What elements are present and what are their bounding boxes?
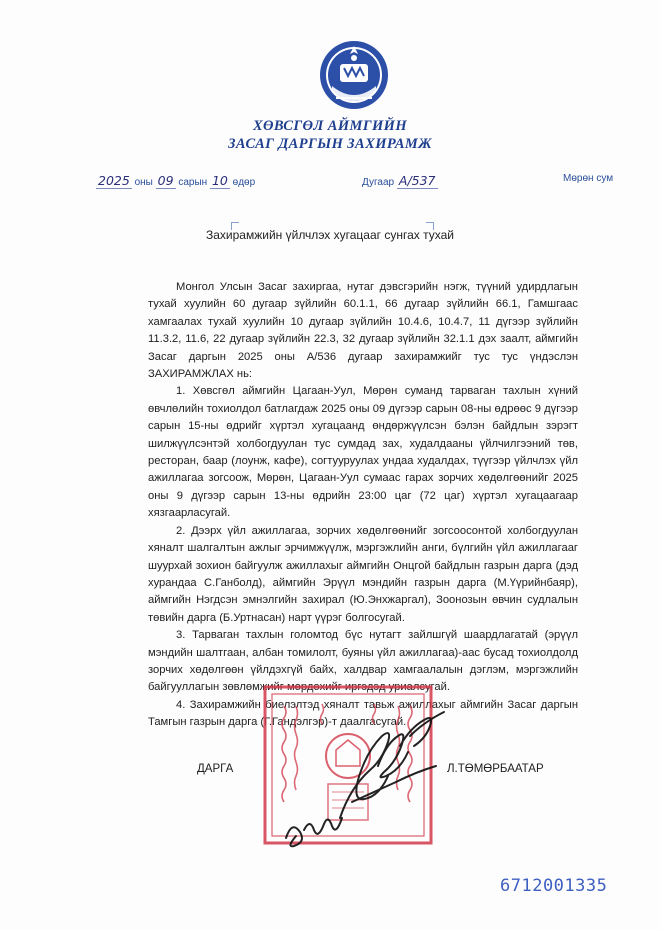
body-paragraph-1: 1. Хөвсгөл аймгийн Цагаан-Уул, Мөрөн суманд тарваган тахлын хүний өвчлөлийн тохиолдол батлагдаж 2025 оны 09 дүгээр сарын 08-ны өдрөөс 9 дүгээр сарын 15-ны өдрийг хүртэл хугацаанд өндөржүүлсэн бэлэн байдлын зэрэгт шилжүүлсэнтэй холбогдуулан тус сумдад зах, худалдааны үйлчилгээний төв, ресторан, баар (лоунж, кафе), согтууруулах ундаа худалдах, түүгээр үйлчлэх үйл ажиллагаа зогсоож, Мөрөн, Цагаан-Уул сумаас гарах зорчих хөдөлгөөнийг 2025 оны 9 дүгээр сарын 13-ны өдрийн 23:00 цаг (72 цаг) хүртэл хугацаагаар хязгаарласугай.: [148, 385, 578, 520]
number-value: А/537: [398, 173, 436, 188]
document-body: [148, 279, 578, 732]
date-day-suffix: өдөр: [232, 177, 256, 188]
org-title-line-1: ХӨВСГӨЛ АЙМГИЙН: [252, 118, 408, 134]
date-year: 2025: [98, 173, 130, 188]
date-day: 10: [211, 173, 228, 188]
signatory-name: Л.ТӨМӨРБААТАР: [447, 763, 544, 775]
body-intro: Монгол Улсын Засаг захиргаа, нутаг дэвсгэрийн нэгж, түүний удирдлагын тухай хуулийн 60 дугаар зүйлийн 60.1.1, 66 дугаар зүйлийн 66.1, Гамшгаас хамгаалах тухай хуулийн 10 дугаар зүйлийн 10.4.6, 10.4.7, 11 дүгээр зүйлийн 11.3.2, 11.6, 22 дугаар зүйлийн 22.3, 32 дугаар зүйлийн 32.1.1 дэх заалт, аймгийн Засаг даргын 2025 оны А/536 дугаар захирамжийг тус тус үндэслэн ЗАХИРАМЖЛАХ нь:: [148, 281, 578, 381]
date-year-suffix: оны: [134, 177, 153, 188]
document-subject: Захирамжийн үйлчлэх хугацааг сунгах тухай: [206, 228, 454, 242]
document-date: [96, 173, 255, 189]
org-title-line-2: ЗАСАГ ДАРГЫН ЗАХИРАМЖ: [228, 136, 432, 152]
body-paragraph-2: 2. Дээрх үйл ажиллагаа, зорчих хөдөлгөөнийг зогсоосонтой холбогдуулан хяналт шалгалтын ажлыг эрчимжүүлж, мэргэжлийн анги, бүлгийн үйл ажиллагааг шуурхай зохион байгуулж ажиллахыг аймгийн Онцгой байдлын газрын дарга (дэд хурандаа С.Ганболд), аймгийн Эрүүл мэндийн газрын дарга (М.Үүрийнбаяр), аймгийн Нэгдсэн эмнэлгийн захирал (Ю.Энхжаргал), Зоонозын өвчин судлалын төвийн дарга (Б.Уртнасан) нарт үүрэг болгосугай.: [148, 524, 578, 624]
date-month-suffix: сарын: [178, 177, 208, 188]
body-paragraph-3: 3. Тарваган тахлын голомтод бүс нутагт зайлшгүй шаардлагатай (эрүүл мэндийн шалтгаан, албан томилолт, буяны үйл ажиллагаа)-аас бусад тохиолдолд зорчих хөдөлгөөн үйлдэхгүй байх, халдвар хамгаалалын дэглэм, мэргэжлийн байгууллагын зөвлөмжийг мөрдөхийг иргэдэд уриалсугай.: [148, 629, 578, 694]
serial-number: 6712001335: [500, 876, 608, 896]
handwritten-signature-icon: [282, 706, 452, 856]
number-label: Дугаар: [362, 177, 395, 188]
signatory-title: ДАРГА: [197, 763, 234, 775]
date-month: 09: [157, 173, 174, 188]
body-paragraph-4: 4. Захирамжийн биелэлтэд хяналт тавьж ажиллахыг аймгийн Засаг даргын Тамгын газрын дарга (Г.Гандэлгэр)-т даалгасугай.: [148, 698, 578, 729]
state-emblem-icon: [318, 38, 390, 112]
document-place: Мөрөн сум: [563, 173, 614, 184]
document-number: [362, 173, 438, 189]
